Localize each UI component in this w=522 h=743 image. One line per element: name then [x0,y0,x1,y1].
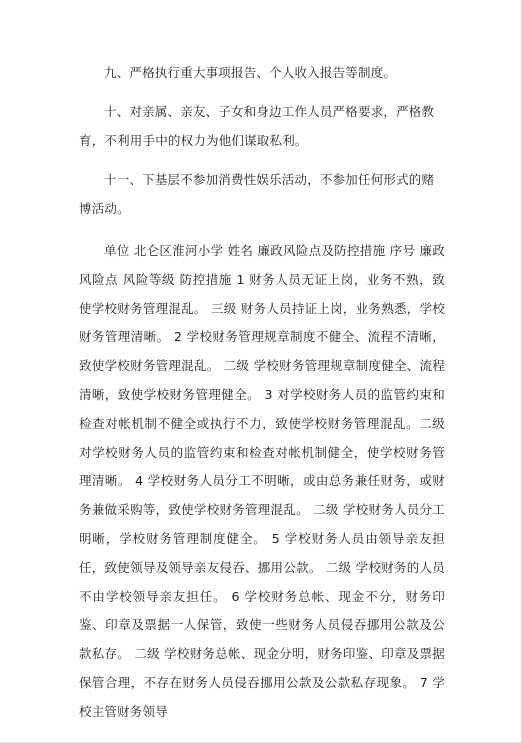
document-body [79,58,445,727]
clause-9: 九、严格执行重大事项报告、个人收入报告等制度。 [104,65,397,80]
clause-10: 十、对亲属、亲友、子女和身边工作人员严格要求，严格教育，不利用手中的权力为他们谋取私利。 [79,104,435,148]
risk-table-text: 单位 北仑区淮河小学 姓名 廉政风险点及防控措施 序号 廉政风险点 风险等级 防控措施 1 财务人员无证上岗，业务不熟，致使学校财务管理混乱。 三级 财务人员持证上岗，业务熟悉，学校财务管理清晰。 2 学校财务管理规章制度不健全、流程不清晰，致使学校财务管理混乱。 二级 学校财务管理规章制度健全、流程清晰，致使学校财务管理健全。 3 对学校财务人员的监管约束和检查对帐机制不健全或执行不力，致使学校财务管理混乱。二级 对学校财务人员的监管约束和检查对帐机制健全，使学校财务管理清晰。 4 学校财务人员分工不明晰，或由总务兼任财务，或财务兼做采购等，致使学校财务管理混乱。 二级 学校财务人员分工明晰，学校财务管理制度健全。 5 学校财务人员由领导亲友担任，致使领导及领导亲友侵吞、挪用公款。 二级 学校财务的人员不由学校领导亲友担任。 6 学校财务总帐、现金不分，财务印鉴、印章及票据一人保管，致使一些财务人员侵吞挪用公款及公款私存。 二级 学校财务总帐、现金分明，财务印鉴、印章及票据保管合理，不存在财务人员侵吞挪用公款及公款私存现象。 7 学校主管财务领导 [79,243,445,719]
clause-11: 十一、下基层不参加消费性娱乐活动，不参加任何形式的赌博活动。 [79,172,435,216]
